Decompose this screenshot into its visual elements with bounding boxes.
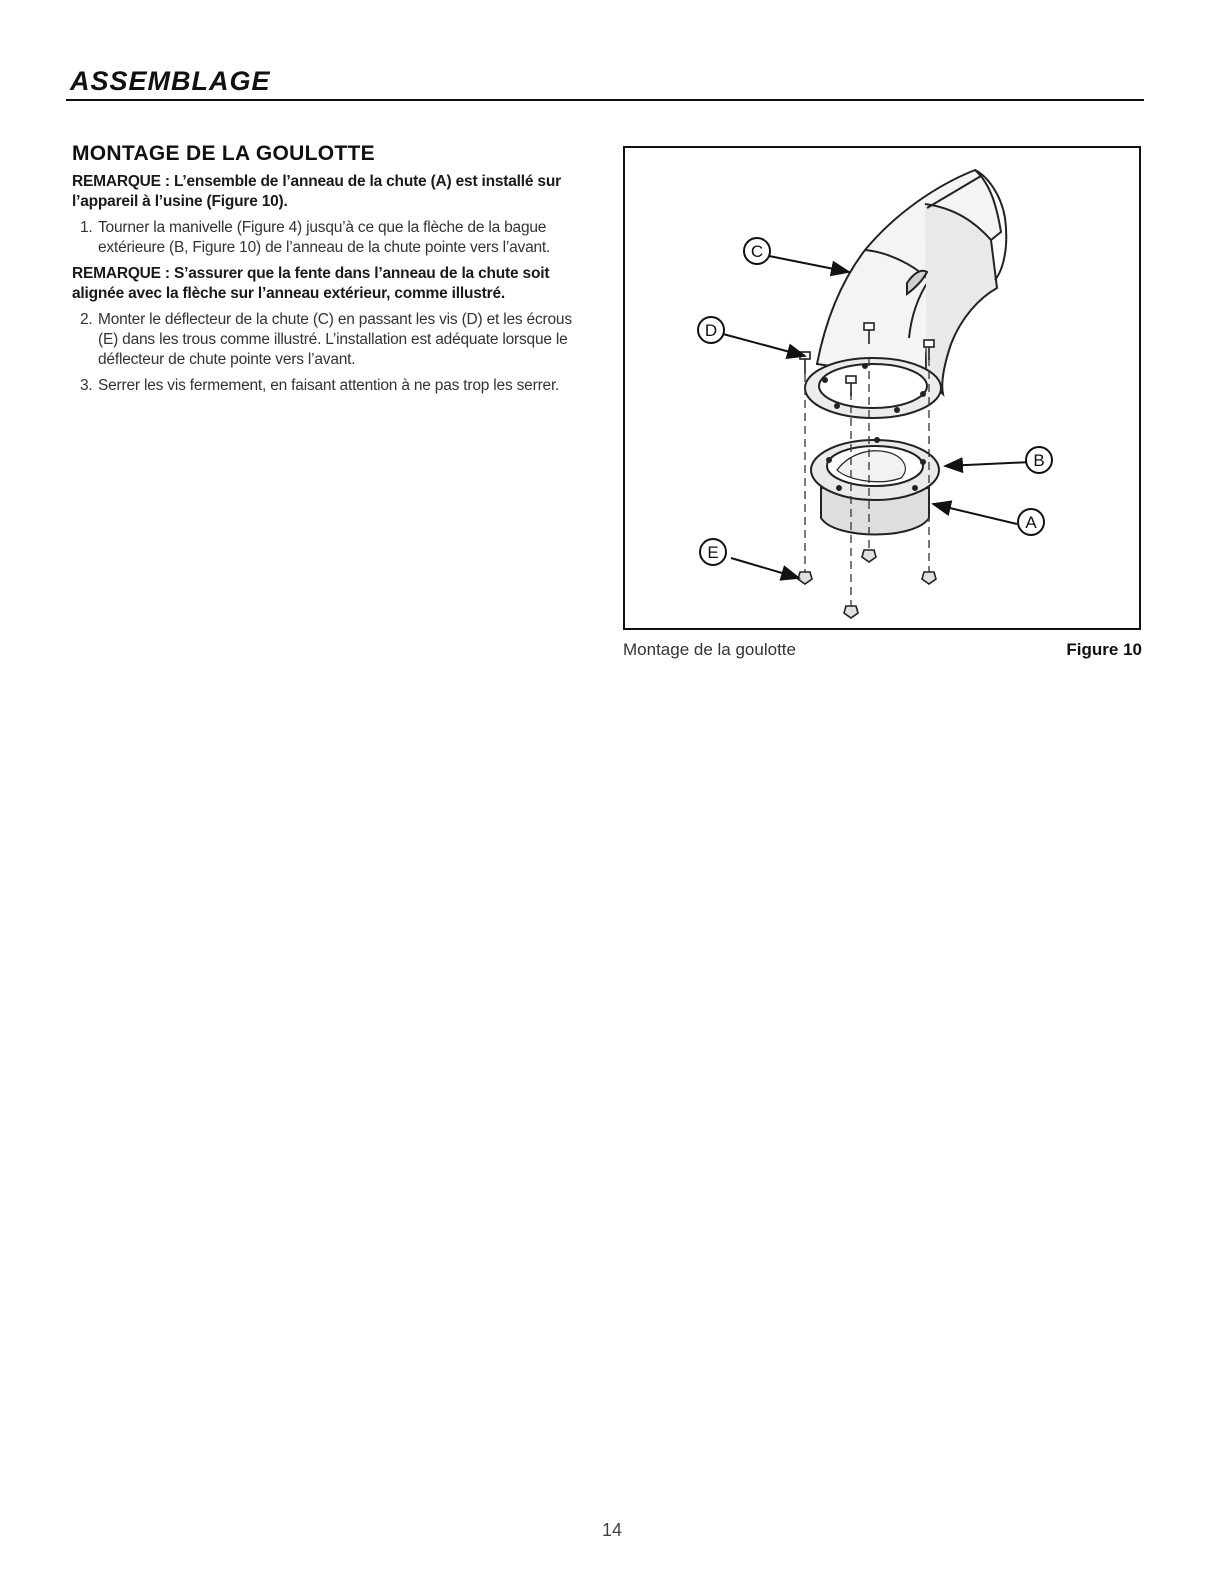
section-header-title: ASSEMBLAGE — [70, 66, 271, 96]
figure-frame — [623, 146, 1141, 630]
instructions-column — [72, 142, 592, 402]
note-slot-alignment: REMARQUE : S’assurer que la fente dans l’anneau de la chute soit alignée avec la flèche sur l’anneau extérieur, comme illustré. — [72, 265, 550, 302]
callout-a — [1018, 509, 1044, 535]
figure-number: Figure 10 — [1066, 640, 1142, 659]
callout-e-letter: E — [707, 543, 719, 562]
step-number: 2. — [80, 311, 93, 328]
step-text: Monter le déflecteur de la chute (C) en passant les vis (D) et les écrous (E) dans les trous comme illustré. L’installation est adéquate lorsque le déflecteur de chute pointe vers l’avant. — [98, 311, 572, 368]
note-factory-installed: REMARQUE : L’ensemble de l’anneau de la chute (A) est installé sur l’appareil à l’usine (Figure 10). — [72, 173, 561, 210]
section-title: MONTAGE DE LA GOULOTTE — [72, 142, 375, 165]
step-number: 3. — [80, 377, 93, 394]
nut-drawings — [798, 550, 936, 618]
callout-c — [744, 238, 770, 264]
callout-d — [698, 317, 724, 343]
page-number: 14 — [601, 1520, 623, 1540]
step-number: 1. — [80, 219, 93, 236]
callout-c-letter: C — [750, 242, 764, 261]
step-3 — [80, 376, 592, 396]
step-1 — [80, 218, 592, 258]
callout-d-letter: D — [704, 321, 718, 340]
step-text: Tourner la manivelle (Figure 4) jusqu’à ce que la flèche de la bague extérieure (B, Figure 10) de l’anneau de la chute pointe vers l’avant. — [98, 219, 551, 256]
callout-e — [700, 539, 726, 565]
step-text: Serrer les vis fermement, en faisant attention à ne pas trop les serrer. — [98, 377, 560, 394]
chute-assembly-illustration — [625, 148, 1139, 628]
chute-ring-drawing — [811, 438, 939, 535]
header-divider — [66, 99, 1144, 101]
deflector-base-plate — [805, 358, 941, 418]
callout-a-letter: A — [1025, 513, 1037, 532]
callout-b-letter: B — [1033, 451, 1045, 470]
callout-b — [1026, 447, 1052, 473]
figure-caption: Montage de la goulotte — [623, 640, 796, 659]
step-2 — [80, 310, 592, 370]
